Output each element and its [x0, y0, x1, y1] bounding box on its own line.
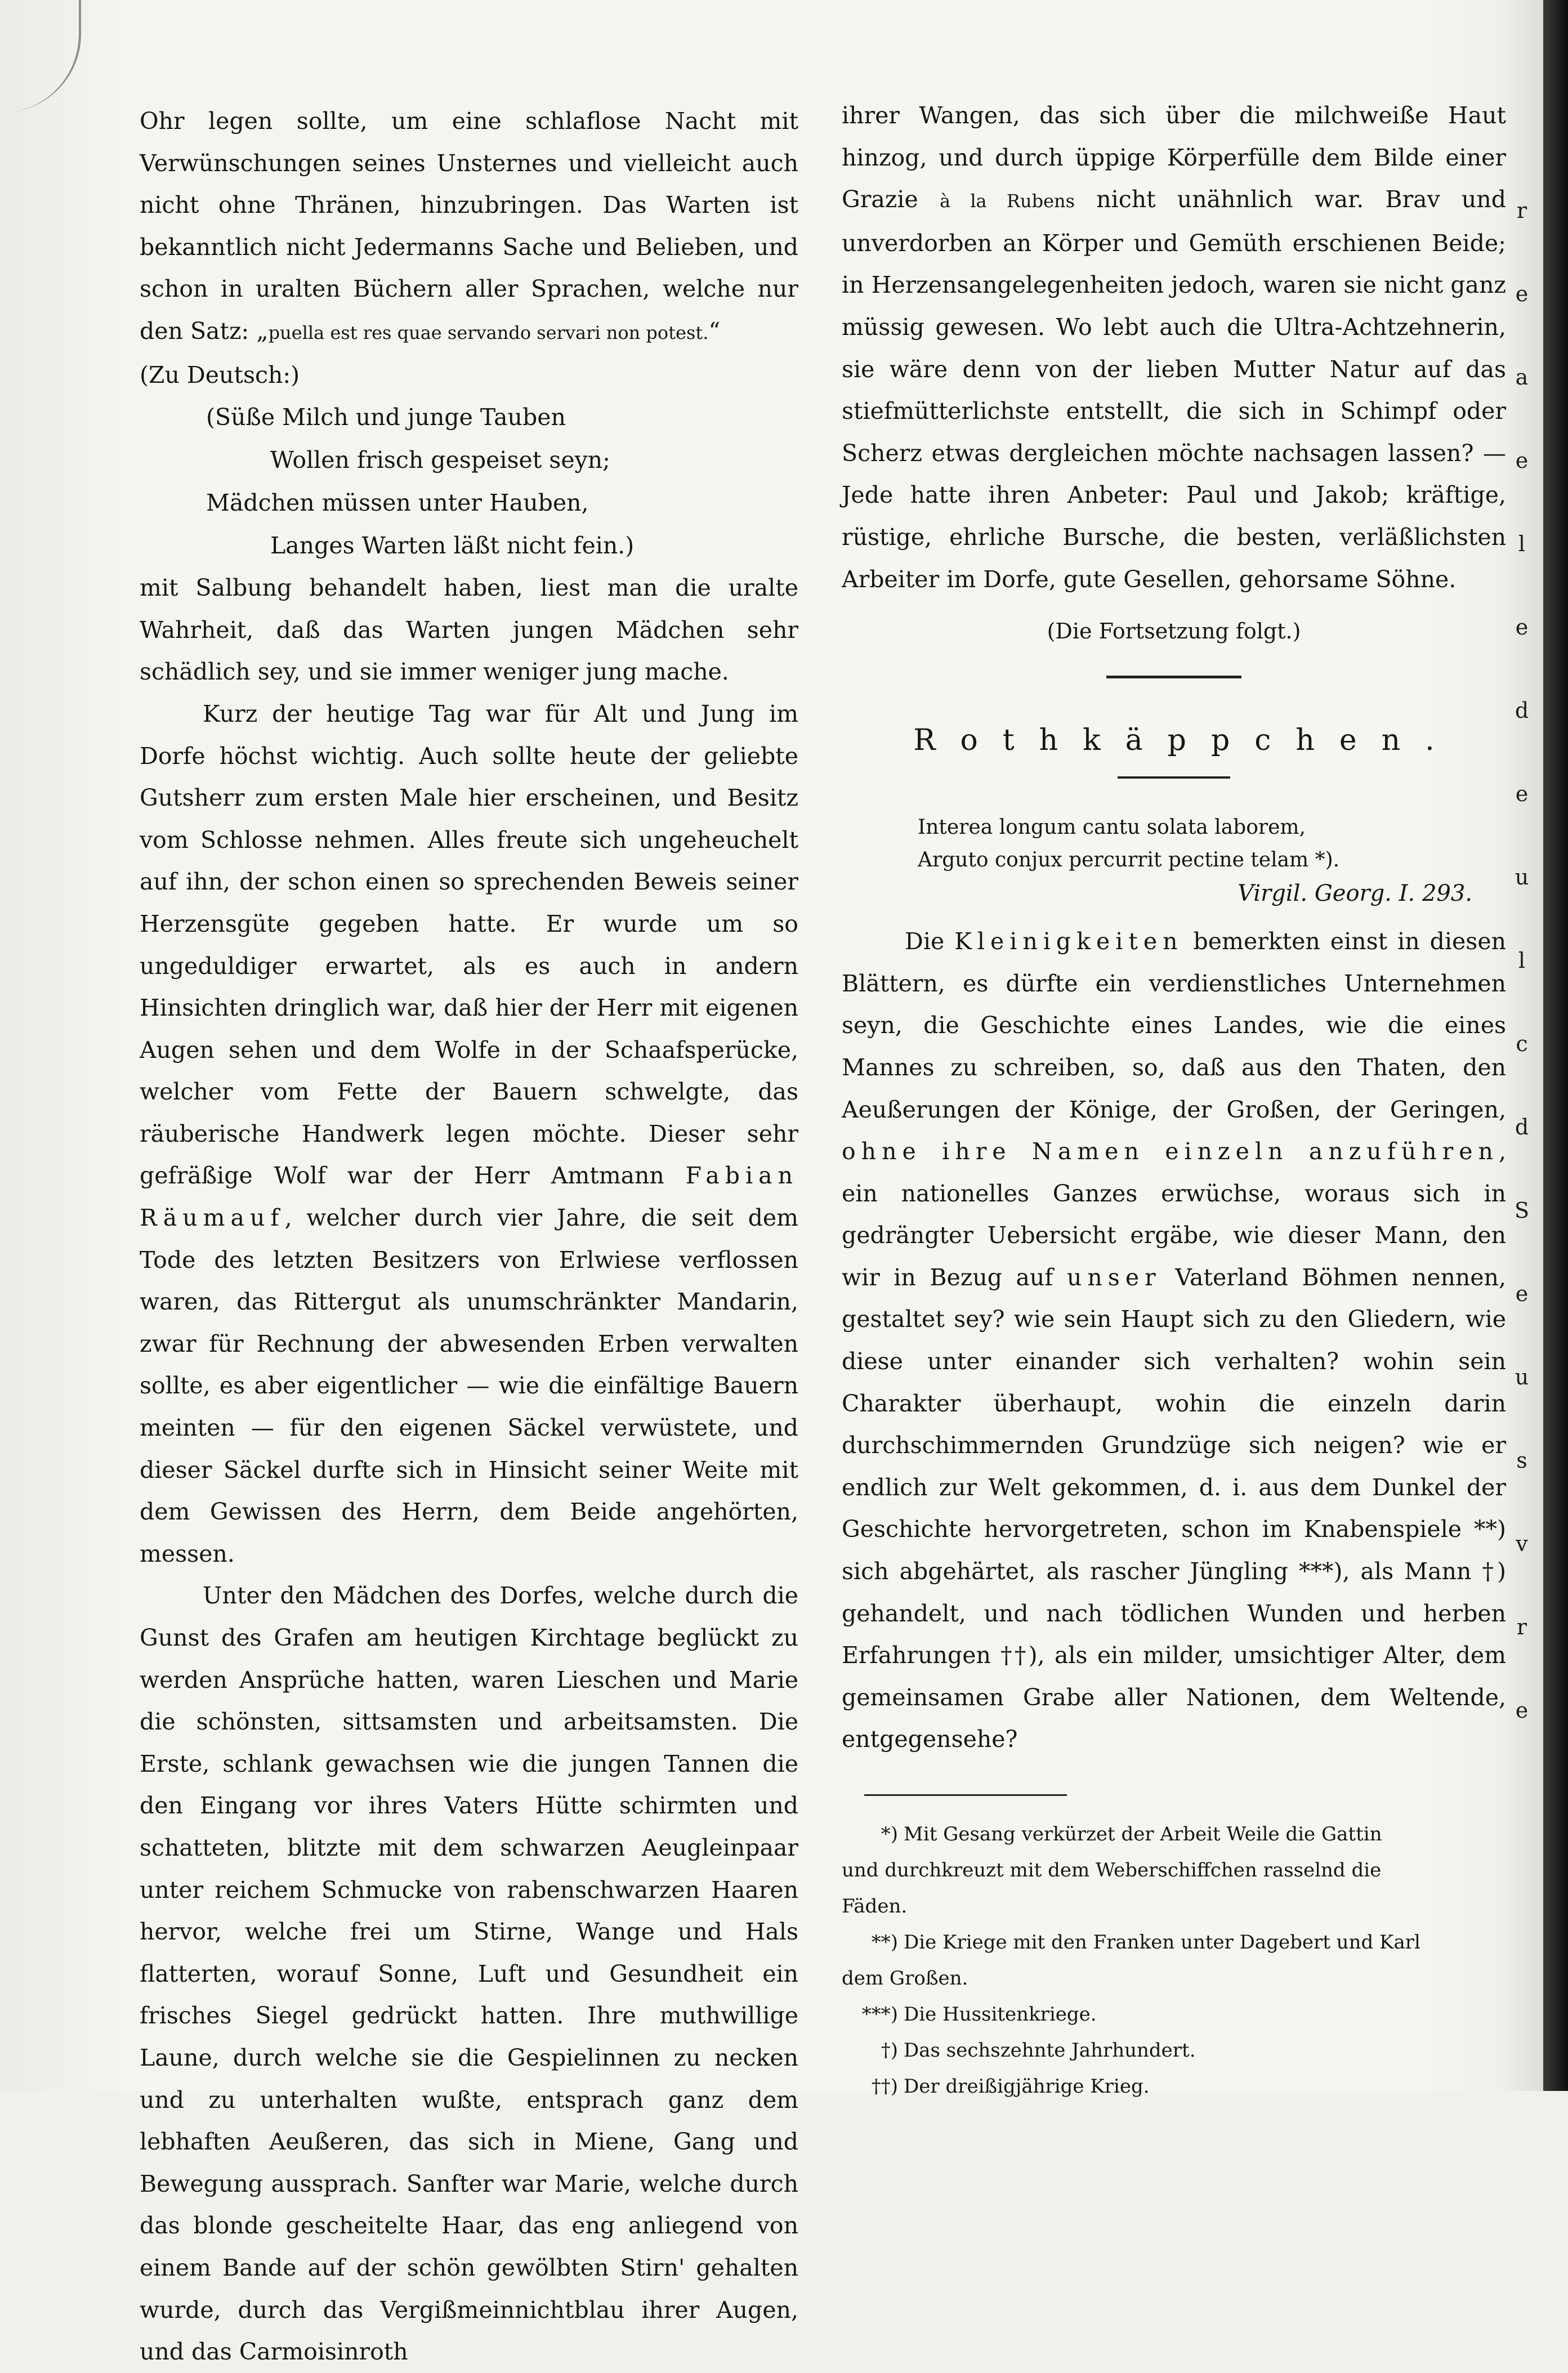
footnote-text: Das sechszehnte Jahrhundert. — [904, 2039, 1196, 2062]
footnote-text: Die Kriege mit den Franken unter Dagebert und Karl — [904, 1931, 1420, 1954]
right-column — [842, 95, 1506, 2104]
epigraph-line-1: Interea longum cantu solata laborem, — [918, 816, 1306, 839]
quote-close: “ — [708, 317, 721, 345]
kleinigkeiten-spaced: Kleinigkeiten — [954, 928, 1183, 955]
poem-line-2: Wollen frisch gespeiset seyn; — [270, 446, 610, 474]
left-column — [140, 100, 798, 2373]
footnote-2-cont: dem Großen. — [842, 1967, 968, 1990]
footnote-mark: **) — [871, 1931, 898, 1954]
margin-letter: r — [1516, 198, 1527, 223]
footnotes — [842, 1816, 1506, 2104]
body-text-c: , ein nationelles Ganzes erwüchse, woraus sich in gedrängter Uebersicht ergäbe, wie dieser Mann, den wir in Bezug auf — [842, 1138, 1506, 1291]
margin-letter: l — [1518, 948, 1526, 973]
margin-letter: v — [1516, 1531, 1528, 1556]
epigraph-line-2: Arguto conjux percurrit pectine telam *). — [918, 848, 1340, 872]
footnote-mark: ††) — [871, 2075, 898, 2098]
left-opening-paragraph — [140, 100, 798, 354]
latin-quote: puella est res quae servando servari non potest. — [268, 321, 709, 343]
epigraph-citation: Virgil. Georg. I. 293. — [1238, 881, 1472, 907]
footnote-1-end: Fäden. — [842, 1895, 908, 1918]
margin-letter: e — [1515, 448, 1529, 473]
continuation-text-b: nicht unähnlich war. Brav und unverdorben an Körper und Gemüth erschienen Beide; in Herzensangelegenheiten jedoch, waren sie nicht ganz müssig gewesen. Wo lebt auch die Ultra-Achtzehnerin, sie wäre denn von der lieben Mutter Natur auf das stiefmütterlichste entstellt, die sich in Schimpf oder Scherz etwas dergleichen möchte nachsagen lassen? — Jede hatte ihren Anbeter: Paul und Jakob; kräftige, rüstige, ehrliche Bursche, die besten, verläßlichsten Arbeiter im Dorfe, gute Gesellen, gehorsame Söhne. — [842, 186, 1506, 593]
unser-spaced: unser — [1066, 1263, 1162, 1291]
poem — [140, 396, 798, 567]
amtmann-name: Fabian Räumauf — [140, 1162, 798, 1232]
margin-letter: S — [1514, 1198, 1530, 1223]
right-continuation-paragraph — [842, 95, 1506, 600]
margin-letter: d — [1515, 1115, 1529, 1139]
rothkaeppchen-paragraph — [842, 920, 1506, 1760]
margin-letter: e — [1515, 615, 1529, 640]
footnote-1 — [842, 1816, 1506, 1852]
page-edge-curve — [0, 0, 81, 113]
margin-letter: c — [1516, 1031, 1528, 1056]
paragraph-2 — [140, 693, 798, 1575]
margin-letter: d — [1515, 698, 1529, 723]
paragraph-2-text-a: Kurz der heutige Tag war für Alt und Jung im Dorfe höchst wichtig. Auch sollte heute der geliebte Gutsherr zum ersten Male hier erscheinen, und Besitz vom Schlosse nehmen. Alles freute sich ungeheuchelt auf ihn, der schon einen so sprechenden Beweis seiner Herzensgüte gegeben hatte. Er wurde um so ungeduldiger erwartet, als es auch in andern Hinsichten dringlich war, daß hier der Herr mit eigenen Augen sehen und dem Wolfe in der Schaafsperücke, welcher vom Fette der Bauern schwelgte, das räuberische Handwerk legen möchte. Dieser sehr gefräßige Wolf war der Herr Amtmann — [140, 700, 798, 1190]
poem-line-3: Mädchen müssen unter Hauben, — [206, 489, 589, 517]
margin-letter: e — [1515, 1281, 1529, 1306]
margin-letter: e — [1515, 781, 1529, 806]
continuation-text-a: ihrer Wangen, das sich über die milchweiße Haut hinzog, und durch üppige Körperfülle dem Bilde einer Grazie — [842, 102, 1506, 213]
footnote-4 — [842, 2032, 1506, 2068]
continuation-note: (Die Fortsetzung folgt.) — [1047, 619, 1301, 644]
margin-letter: e — [1515, 1698, 1529, 1723]
margin-letter: l — [1518, 531, 1526, 556]
section-divider — [1106, 676, 1241, 678]
paragraph-2-text-b: , welcher durch vier Jahre, die seit dem Tode des letzten Besitzers von Erlwiese verflossen waren, das Rittergut als unumschränkter Mandarin, zwar für Rechnung der abwesenden Erben verwalten sollte, es aber eigentlicher — wie die einfältige Bauern meinten — für den eigenen Säckel verwüstete, und dieser Säckel durfte sich in Hinsicht seiner Weite mit dem Gewissen des Herrn, dem Beide angehörten, messen. — [140, 1204, 798, 1567]
german-label: (Zu Deutsch:) — [140, 361, 300, 388]
ohne-namen-spaced: ohne ihre Namen einzeln anzuführen — [842, 1138, 1499, 1165]
footnote-mark: *) — [881, 1823, 898, 1845]
footnote-mark: ***) — [861, 2003, 898, 2026]
footnote-text: Die Hussitenkriege. — [904, 2003, 1097, 2026]
body-text-a: Die — [905, 928, 955, 955]
margin-letter: e — [1515, 281, 1529, 306]
margin-letter: u — [1515, 1365, 1529, 1389]
footnote-2 — [842, 1924, 1506, 1960]
poem-line-1: (Süße Milch und junge Tauben — [206, 404, 566, 431]
article-title: Rothkäppchen. — [913, 723, 1459, 758]
rubens-phrase: à la Rubens — [939, 190, 1075, 212]
margin-letter: s — [1516, 1448, 1527, 1473]
footnote-1-cont: und durchkreuzt mit dem Weberschiffchen rasselnd die — [842, 1859, 1382, 1882]
margin-letter: a — [1515, 365, 1529, 390]
footnote-text: Der dreißigjährige Krieg. — [904, 2075, 1150, 2098]
body-text-b: bemerkten einst in diesen Blättern, es dürfte ein verdienstliches Unternehmen seyn, die Geschichte eines Landes, wie die eines Mannes zu schreiben, so, daß aus den Thaten, den Aeußerungen der Könige, der Großen, der Geringen, — [842, 928, 1507, 1123]
after-poem-paragraph: mit Salbung behandelt haben, liest man die uralte Wahrheit, daß das Warten jungen Mädchen sehr schädlich sey, und sie immer weniger jung mache. — [140, 574, 798, 686]
footnote-5 — [842, 2068, 1506, 2104]
poem-line-4: Langes Warten läßt nicht fein.) — [270, 532, 635, 560]
footnote-text: Mit Gesang verkürzet der Arbeit Weile die Gattin — [904, 1823, 1382, 1845]
body-text-d: Vaterland Böhmen nennen, gestaltet sey? wie sein Haupt sich zu den Gliedern, wie diese unter einander sich verhalten? wohin sein Charakter überhaupt, wohin die einzeln darin durchschimmernden Grundzüge sich neigen? wie er endlich zur Welt gekommen, d. i. aus dem Dunkel der Geschichte hervorgetreten, schon im Knabenspiele **) sich abgehärtet, als rascher Jüngling ***), als Mann †) gehandelt, und nach tödlichen Wunden und herben Erfahrungen ††), als ein milder, umsichtiger Alter, dem gemeinsamen Grabe aller Nationen, dem Weltende, entgegensehe? — [842, 1263, 1506, 1753]
binding-shadow — [1543, 0, 1568, 2091]
footnote-3 — [842, 1996, 1506, 2032]
footnote-mark: †) — [881, 2039, 898, 2062]
paragraph-3: Unter den Mädchen des Dorfes, welche durch die Gunst des Grafen am heutigen Kirchtage beglückt zu werden Ansprüche hatten, waren Lieschen und Marie die schönsten, sittsamsten und arbeitsamsten. Die Erste, schlank gewachsen wie die jungen Tannen die den Eingang vor ihres Vaters Hütte schirmten und schatteten, blitzte mit dem schwarzen Aeugleinpaar unter reichem Schmucke von rabenschwarzen Haaren hervor, welche frei um Stirne, Wange und Hals flatterten, worauf Sonne, Luft und Gesundheit ein frisches Siegel gedrückt hatten. Ihre muthwillige Laune, durch welche sie die Gespielinnen zu necken und zu unterhalten wußte, entsprach ganz dem lebhaften Aeußeren, das sich in Miene, Gang und Bewegung aussprach. Sanfter war Marie, welche durch das blonde gescheitelte Haar, das eng anliegend von einem Bande auf der schön gewölbten Stirn' gehalten wurde, durch das Vergißmeinnichtblau ihrer Augen, und das Carmoisinroth — [140, 1582, 798, 2366]
adjacent-page-letters — [1511, 169, 1533, 1752]
opening-text: Ohr legen sollte, um eine schlaflose Nacht mit Verwünschungen seines Unsternes und vielleicht auch nicht ohne Thränen, hinzubringen. Das Warten ist bekanntlich nicht Jedermanns Sache und Belieben, und schon in uralten Büchern aller Sprachen, welche nur den Satz: „ — [140, 108, 798, 345]
margin-letter: u — [1515, 865, 1529, 890]
margin-letter: r — [1516, 1615, 1527, 1639]
